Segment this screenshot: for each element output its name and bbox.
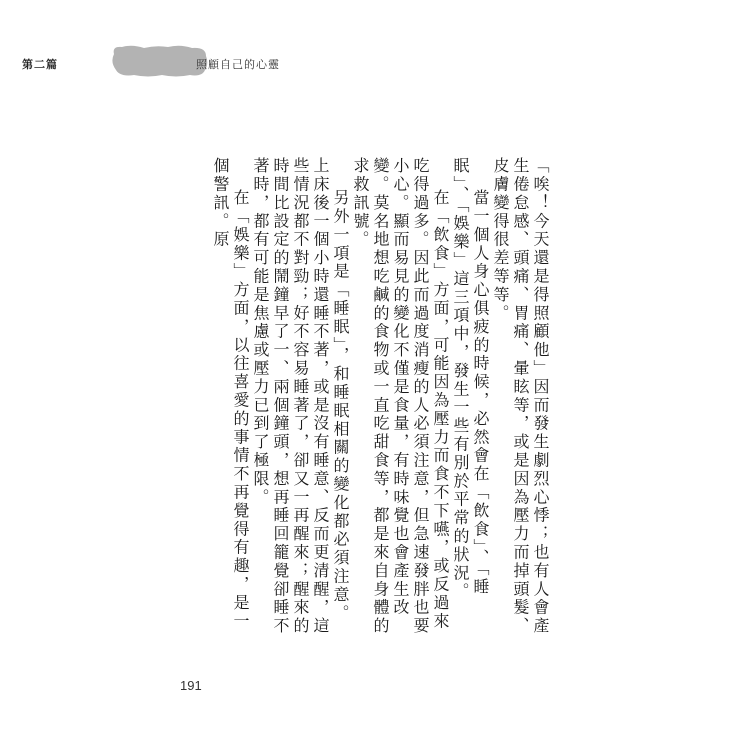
chapter-title: 照顧自己的心靈 [196,58,280,71]
paragraph: 在「娛樂」方面，以往喜愛的事情不再覺得有趣，是一個警訊。原 [211,157,250,631]
page-number: 191 [180,678,202,693]
header-cloud-shape [110,44,210,78]
body-text [210,157,550,637]
paragraph: 「唉！今天還是得照顧他」因而發生劇烈心悸；也有人會產生倦怠感、頭痛、胃痛、暈眩等，或是因為壓力而掉頭髮、皮膚變得很差等等。 [491,157,550,636]
section-header [110,44,210,78]
paragraph: 另外一項是「睡眠」，和睡眠相關的變化都必須注意。上床後一個小時還睡不著，或是沒有睡意、反而更清醒，這些情況都不對勁；好不容易睡著了，卻又一再醒來；醒來的時間比設定的鬧鐘早了一、兩個鐘頭，想再睡回籠覺卻睡不著時，都有可能是焦慮或壓力已到了極限。 [251,157,350,636]
section-label: 第二篇 [22,58,58,71]
paragraph: 當一個人身心俱疲的時候，必然會在「飲食」、「睡眠」、「娛樂」這三項中，發生一些有別於平常的狀況。 [451,157,490,601]
paragraph: 在「飲食」方面，可能因為壓力而食不下嚥，或反過來吃得過多。因此而過度消瘦的人必須注意，但急速發胖也要小心。顯而易見的變化不僅是食量，有時味覺也會產生改變。莫名地想吃鹹的食物或一直吃甜食等，都是來自身體的求救訊號。 [351,157,450,636]
